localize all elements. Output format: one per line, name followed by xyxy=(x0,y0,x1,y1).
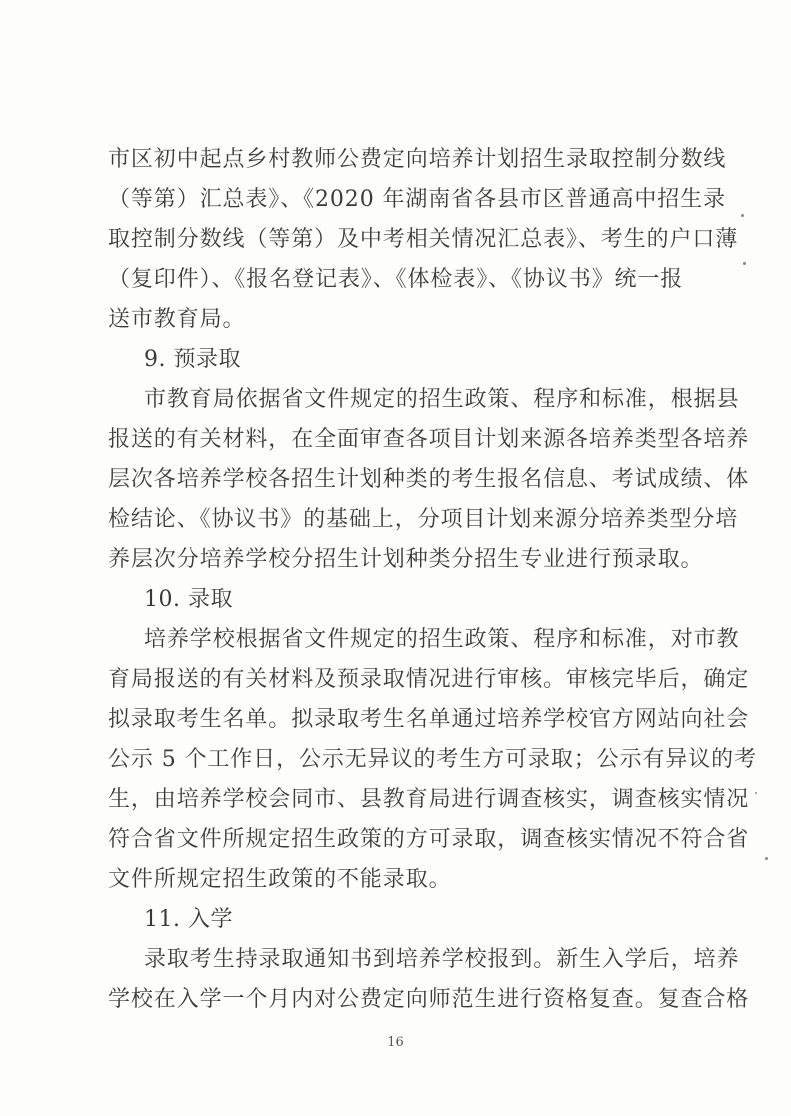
scan-speck xyxy=(765,857,768,860)
body-line-9: 层次各培养学校各招生计划种类的考生报名信息、考试成绩、体 xyxy=(108,467,750,492)
page-number: 16 xyxy=(387,1035,404,1050)
body-line-10: 检结论、《协议书》的基础上，分项目计划来源分培养类型分培 xyxy=(108,507,739,532)
section-heading-enrollment: 11. 入学 xyxy=(144,907,233,932)
body-line-13: 培养学校根据省文件规定的招生政策、程序和标准，对市教 xyxy=(144,627,740,652)
body-line-11: 养层次分培养学校分招生计划种类分招生专业进行预录取。 xyxy=(108,547,704,572)
body-line-16: 公示 5 个工作日，公示无异议的考生方可录取；公示有异议的考 xyxy=(108,747,757,772)
body-line-2: （等第）汇总表》、《2020 年湖南省各县市区普通高中招生录 xyxy=(108,187,726,212)
body-line-17: 生，由培养学校会同市、县教育局进行调查核实，调查核实情况 xyxy=(108,787,750,812)
scan-speck xyxy=(741,214,744,217)
body-line-19: 文件所规定招生政策的不能录取。 xyxy=(108,867,452,892)
body-line-15: 拟录取考生名单。拟录取考生名单通过培养学校官方网站向社会 xyxy=(108,707,750,732)
body-line-8: 报送的有关材料，在全面审查各项目计划来源各培养类型各培养 xyxy=(108,427,750,452)
body-line-7: 市教育局依据省文件规定的招生政策、程序和标准，根据县 xyxy=(144,387,740,412)
section-heading-pre-admission: 9. 预录取 xyxy=(144,347,241,372)
body-line-1: 市区初中起点乡村教师公费定向培养计划招生录取控制分数线 xyxy=(108,147,727,172)
body-line-18: 符合省文件所规定招生政策的方可录取，调查核实情况不符合省 xyxy=(108,827,750,852)
scan-speck xyxy=(755,792,757,794)
body-line-14: 育局报送的有关材料及预录取情况进行审核。审核完毕后，确定 xyxy=(108,667,750,692)
body-line-5: 送市教育局。 xyxy=(108,307,246,332)
body-line-21: 录取考生持录取通知书到培养学校报到。新生入学后，培养 xyxy=(144,947,740,972)
scan-speck xyxy=(743,262,746,265)
body-line-22: 学校在入学一个月内对公费定向师范生进行资格复查。复查合格 xyxy=(108,987,750,1012)
body-line-3: 取控制分数线（等第）及中考相关情况汇总表》、考生的户口薄 xyxy=(108,227,739,252)
section-heading-admission: 10. 录取 xyxy=(144,587,233,612)
body-line-4: （复印件）、《报名登记表》、《体检表》、《协议书》统一报 xyxy=(108,267,684,292)
